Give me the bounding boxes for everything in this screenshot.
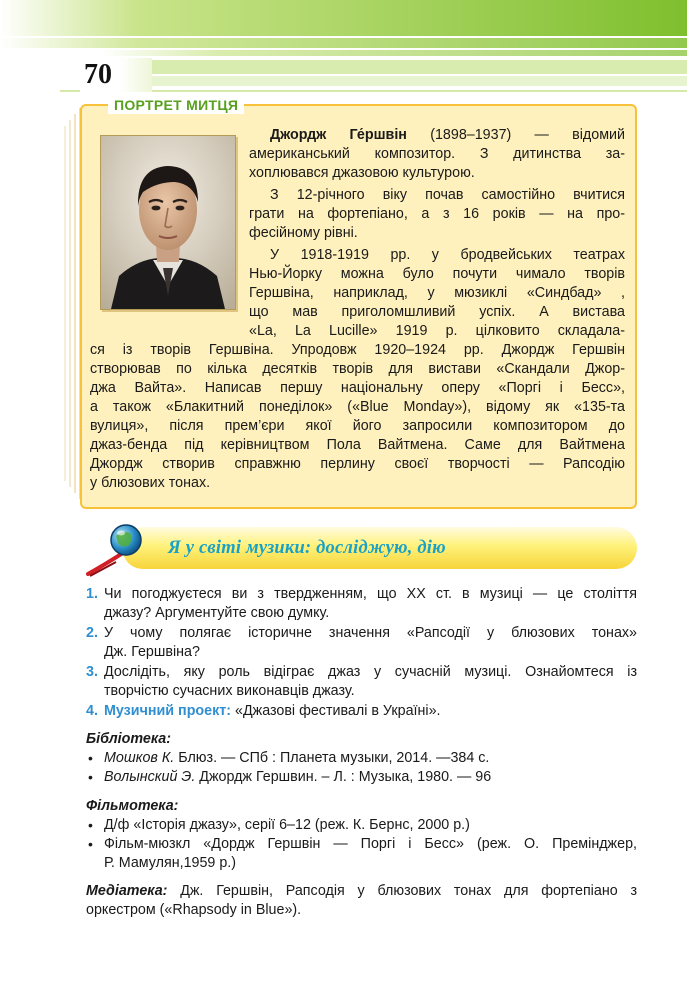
filmotheque-bullet-1: • — [88, 817, 93, 833]
library-item-2: Волынский Э. Джордж Гершвин. – Л. : Музыка, 1980. — 96 — [104, 769, 492, 785]
bio-line-7: У 1918-1919 рр. у бродвейських театрах — [270, 247, 625, 263]
bio-line-8: Нью-Йорку можна було почути чимало творів — [249, 266, 625, 282]
task-1-line-1: Чи погоджуєтеся ви з твердженням, що XX ст. в музиці — це століття — [104, 586, 637, 602]
bio-line-13: створював по кілька десятків творів для вистави «Скандали Джор- — [90, 361, 625, 377]
bio-line-1: Джордж Ге́ршвін (1898–1937) — відомий — [270, 127, 625, 143]
task-2-line-1: У чому полягає історичне значення «Рапсодії у блюзових тонах» — [104, 625, 637, 641]
task-3-line-1: Дослідіть, яку роль відіграє джаз у сучасній музиці. Ознайомтеся із — [104, 664, 637, 680]
library-heading: Бібліотека: — [86, 731, 171, 747]
task-number-3: 3. — [86, 664, 98, 680]
library-bullet-1: • — [88, 750, 93, 766]
composer-name: Джордж Ге́ршвін — [270, 127, 407, 143]
bio-line-6: фесійному рівні. — [249, 225, 358, 241]
bio-line-19: у блюзових тонах. — [90, 475, 211, 491]
library-bullet-2: • — [88, 769, 93, 785]
mediatheque-line-1: Медіатека: Дж. Гершвін, Рапсодія у блюзових тонах для фортепіано з — [86, 883, 637, 899]
bio-line-12: ся із творів Гершвіна. Упродовж 1920–1924 рр. Джордж Гершвін — [90, 342, 625, 358]
bio-line-11: «La, La Lucille» 1919 р. цілковито складала- — [249, 323, 625, 339]
project-label: Музичний проект: — [104, 703, 232, 719]
bio-line-10: що мав приголомшливий успіх. А вистава — [249, 304, 625, 320]
library-item-1: Мошков К. Блюз. — СПб : Планета музыки, 2014. —384 с. — [104, 750, 490, 766]
bio-line-16: вулиця», після прем’єри якої його запросили композитором до — [90, 418, 625, 434]
filmotheque-item-1: Д/ф «Історія джазу», серії 6–12 (реж. К. Бернс, 2000 р.) — [104, 817, 470, 833]
bio-line-17: джаз-бенда під керівництвом Пола Вайтмена. Саме для Вайтмена — [90, 437, 625, 453]
task-1-line-2: джазу? Аргументуйте свою думку. — [104, 605, 330, 621]
page-number: 70 — [80, 58, 152, 92]
bio-line-3: хоплювався джазовою культурою. — [249, 165, 475, 181]
bio-line-4: З 12-річного віку почав самостійно вчитися — [270, 187, 625, 203]
filmotheque-heading: Фільмотека: — [86, 798, 179, 814]
portrait-box-label: ПОРТРЕТ МИТЦЯ — [108, 96, 244, 114]
task-number-4: 4. — [86, 703, 98, 719]
task-number-1: 1. — [86, 586, 98, 602]
bio-line-9: Гершвіна, наприклад, у мюзиклі «Синдбад» , — [249, 285, 625, 301]
filmotheque-item-2-line-2: Р. Мамулян,1959 р.) — [104, 855, 237, 871]
bio-line-2: американський композитор. З дитинства за- — [249, 146, 625, 162]
bio-line-15: а також «Блакитний понеділок» («Blue Monday»), відому як «135-та — [90, 399, 625, 415]
filmotheque-bullet-2: • — [88, 836, 93, 852]
globe-magnifier-icon — [86, 518, 166, 578]
page-stack-decoration — [62, 106, 82, 501]
portrait-illustration — [101, 136, 235, 309]
filmotheque-item-2-line-1: Фільм-мюзкл «Дордж Гершвін — Поргі і Бесс» (реж. О. Премінджер, — [104, 836, 637, 852]
task-3-line-2: творчістю сучасних виконавців джазу. — [104, 683, 355, 699]
bio-line-5: грати на фортепіано, а з 16 років — на про- — [249, 206, 625, 222]
mediatheque-line-2: оркестром («Rhapsody in Blue»). — [86, 902, 302, 918]
section-title: Я у світі музики: досліджую, дію — [168, 538, 446, 558]
task-number-2: 2. — [86, 625, 98, 641]
task-4-line-1: Музичний проект: «Джазові фестивалі в Україні». — [104, 703, 441, 719]
bio-line-14: джа Вайта». Написав першу національну оперу «Поргі і Бесс», — [90, 380, 625, 396]
bio-line-18: Джордж створив справжню перлину своєї творчості — Рапсодію — [90, 456, 625, 472]
mediatheque-heading: Медіатека: — [86, 883, 168, 899]
task-2-line-2: Дж. Гершвіна? — [104, 644, 200, 660]
gershwin-portrait-image — [100, 135, 236, 310]
